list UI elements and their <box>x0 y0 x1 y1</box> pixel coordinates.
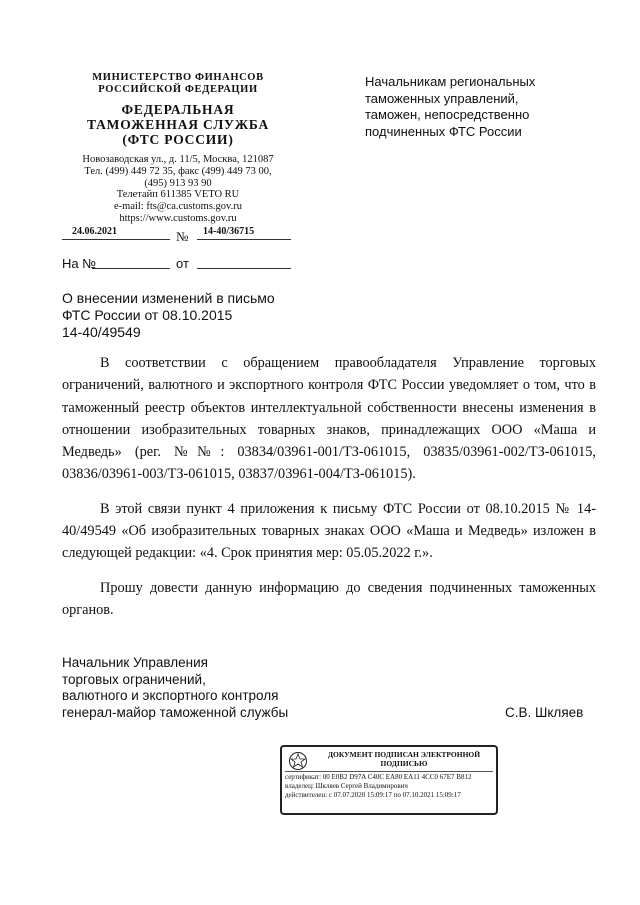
letter-body <box>62 352 596 633</box>
registration-date: 24.06.2021 <box>62 226 170 240</box>
recipient-block: Начальникам региональных таможенных управлений, таможен, непосредственно подчиненных ФТС России <box>365 74 536 139</box>
signer-position: Начальник Управления торговых ограничений, валютного и экспортного контроля генерал-майор таможенной службы <box>62 655 289 720</box>
reference-number-line <box>92 268 170 269</box>
reference-from-label: от <box>176 256 189 271</box>
emblem-icon <box>288 751 308 771</box>
letter-subject: О внесении изменений в письмо ФТС России от 08.10.2015 14-40/49549 <box>62 290 275 340</box>
stamp-certificate: сертификат: 00 E0B2 D97A C40C EA80 EA11 4CC0 67E7 B812 <box>285 773 472 781</box>
stamp-validity: действителен: с 07.07.2020 15:09:17 по 07.10.2021 15:09:17 <box>285 791 461 799</box>
agency-name: ФЕДЕРАЛЬНАЯ ТАМОЖЕННАЯ СЛУЖБА (ФТС РОССИИ) <box>86 102 270 147</box>
registration-number-symbol: № <box>176 229 189 244</box>
registration-number: 14-40/36715 <box>197 226 291 240</box>
body-paragraph: В соответствии с обращением правообладателя Управление торговых ограничений, валютного и экспортного контроля ФТС России уведомляет о том, что в таможенный реестр объектов интеллектуальной собственности внесены изменения в отношении изобразительных товарных знаков, принадлежащих ООО «Маша и Медведь» (рег. №№: 03834/03961-001/ТЗ-061015, 03835/03961-002/ТЗ-061015, 03836/03961-003/ТЗ-061015, 03837/03961-004/ТЗ-061015). <box>62 355 596 483</box>
reference-label: На № <box>62 256 97 271</box>
ministry-name: МИНИСТЕРСТВО ФИНАНСОВ РОССИЙСКОЙ ФЕДЕРАЦИИ <box>92 72 264 95</box>
body-paragraph: В этой связи пункт 4 приложения к письму ФТС России от 08.10.2015 № 14-40/49549 «Об изобразительных товарных знаках ООО «Маша и Медведь» изложен в следующей редакции: «4. Срок принятия мер: 05.05.2022 г.». <box>62 500 596 562</box>
electronic-signature-stamp <box>280 745 498 815</box>
letterhead <box>58 72 298 225</box>
reference-date-line <box>197 268 291 269</box>
stamp-title: ДОКУМЕНТ ПОДПИСАН ЭЛЕКТРОННОЙ ПОДПИСЬЮ <box>327 750 481 768</box>
stamp-owner: владелец: Шкляев Сергей Владимирович <box>285 782 408 790</box>
body-paragraph: Прошу довести данную информацию до сведения подчиненных таможенных органов. <box>62 579 596 618</box>
stamp-divider <box>285 771 493 772</box>
agency-contacts: Новозаводская ул., д. 11/5, Москва, 121087 Тел. (499) 449 72 35, факс (499) 449 73 00, (495) 913 93 90 Телетайп 611385 VETO RU e-mail: fts@ca.customs.gov.ru https://www.customs.gov.ru <box>82 154 274 224</box>
signer-name: С.В. Шкляев <box>505 705 584 720</box>
